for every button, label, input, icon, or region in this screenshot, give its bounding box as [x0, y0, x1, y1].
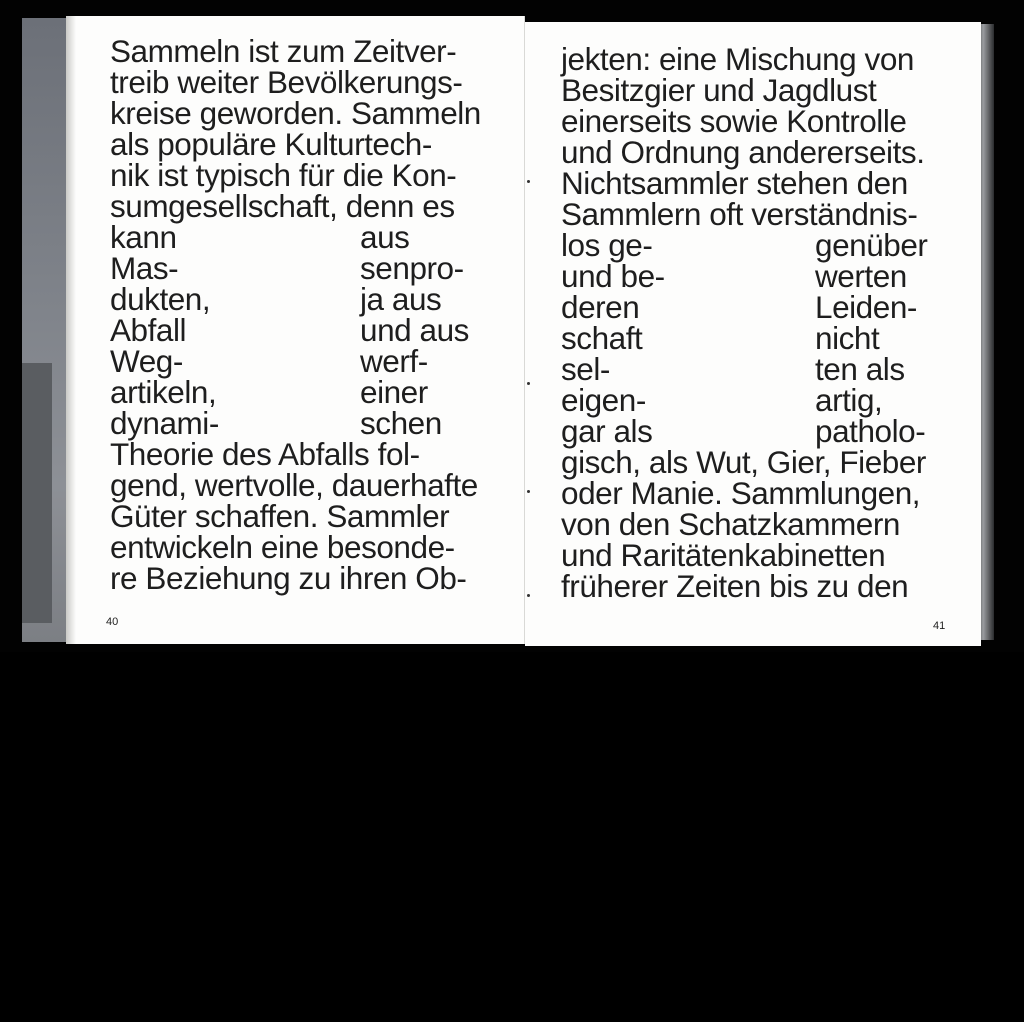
text-line: Besitzgier und Jagdlust	[561, 72, 877, 108]
split-right-word: patholo-	[815, 413, 926, 449]
text-line: als populäre Kulturtech-	[110, 126, 432, 162]
split-left-word: los ge-	[561, 227, 653, 263]
split-text-row	[561, 227, 961, 263]
split-right-word: aus	[360, 219, 410, 255]
left-page-text	[110, 33, 505, 596]
split-left-word: Mas-	[110, 250, 179, 286]
text-line: und Raritätenkabinetten	[561, 537, 886, 573]
text-line: re Beziehung zu ihren Ob-	[110, 560, 467, 596]
gutter-mark	[527, 382, 530, 385]
split-left-word: kann	[110, 219, 177, 255]
split-right-word: ten als	[815, 351, 905, 387]
text-line: gend, wertvolle, dauerhafte	[110, 467, 478, 503]
right-page-text	[561, 41, 961, 604]
split-left-word: artikeln,	[110, 374, 217, 410]
text-line: treib weiter Bevölkerungs-	[110, 64, 463, 100]
split-text-row	[561, 289, 961, 325]
right-page	[525, 22, 981, 646]
page-number: 41	[933, 620, 946, 632]
split-text-row	[561, 320, 961, 356]
text-line: Sammlern oft verständnis-	[561, 196, 918, 232]
split-left-word: und be-	[561, 258, 665, 294]
split-left-word: eigen-	[561, 382, 646, 418]
split-left-word: dukten,	[110, 281, 211, 317]
text-line: und Ordnung andererseits.	[561, 134, 925, 170]
split-right-word: einer	[360, 374, 428, 410]
left-page	[66, 16, 525, 644]
text-line: Nichtsammler stehen den	[561, 165, 908, 201]
split-left-word: deren	[561, 289, 640, 325]
split-left-word: Weg-	[110, 343, 183, 379]
text-line: Sammeln ist zum Zeitver-	[110, 33, 457, 69]
text-line: von den Schatzkammern	[561, 506, 900, 542]
page-number: 40	[106, 616, 119, 628]
text-line: nik ist typisch für die Kon-	[110, 157, 457, 193]
gutter-mark	[527, 180, 530, 183]
gutter-mark	[527, 594, 530, 597]
split-text-row	[561, 351, 961, 387]
text-line: Theorie des Abfalls fol-	[110, 436, 420, 472]
split-right-word: nicht	[815, 320, 880, 356]
split-left-word: sel-	[561, 351, 610, 387]
split-text-row	[110, 281, 505, 317]
split-text-row	[110, 374, 505, 410]
black-background-area	[0, 652, 1024, 1022]
split-right-word: werten	[815, 258, 907, 294]
text-line: früherer Zeiten bis zu den	[561, 568, 909, 604]
text-line: entwickeln eine besonde-	[110, 529, 455, 565]
split-text-row	[110, 250, 505, 286]
text-line: kreise geworden. Sammeln	[110, 95, 481, 131]
split-right-word: artig,	[815, 382, 883, 418]
text-line: einerseits sowie Kontrolle	[561, 103, 907, 139]
split-right-word: werf-	[360, 343, 428, 379]
split-text-row	[561, 413, 961, 449]
split-right-word: ja aus	[360, 281, 442, 317]
split-text-row	[110, 405, 505, 441]
split-left-word: dynami-	[110, 405, 219, 441]
text-line: sumgesellschaft, denn es	[110, 188, 455, 224]
split-right-word: senpro-	[360, 250, 464, 286]
split-right-word: schen	[360, 405, 442, 441]
split-text-row	[561, 258, 961, 294]
split-left-word: schaft	[561, 320, 643, 356]
split-text-row	[110, 219, 505, 255]
text-line: oder Manie. Sammlungen,	[561, 475, 921, 511]
split-right-word: genüber	[815, 227, 928, 263]
cover-shadow	[22, 363, 52, 623]
gutter-mark	[527, 490, 530, 493]
split-right-word: Leiden-	[815, 289, 917, 325]
split-left-word: gar als	[561, 413, 653, 449]
text-line: gisch, als Wut, Gier, Fieber	[561, 444, 926, 480]
split-text-row	[110, 312, 505, 348]
split-text-row	[110, 343, 505, 379]
split-right-word: und aus	[360, 312, 469, 348]
text-line: Güter schaffen. Sammler	[110, 498, 450, 534]
text-line: jekten: eine Mischung von	[561, 41, 914, 77]
split-text-row	[561, 382, 961, 418]
split-left-word: Abfall	[110, 312, 187, 348]
